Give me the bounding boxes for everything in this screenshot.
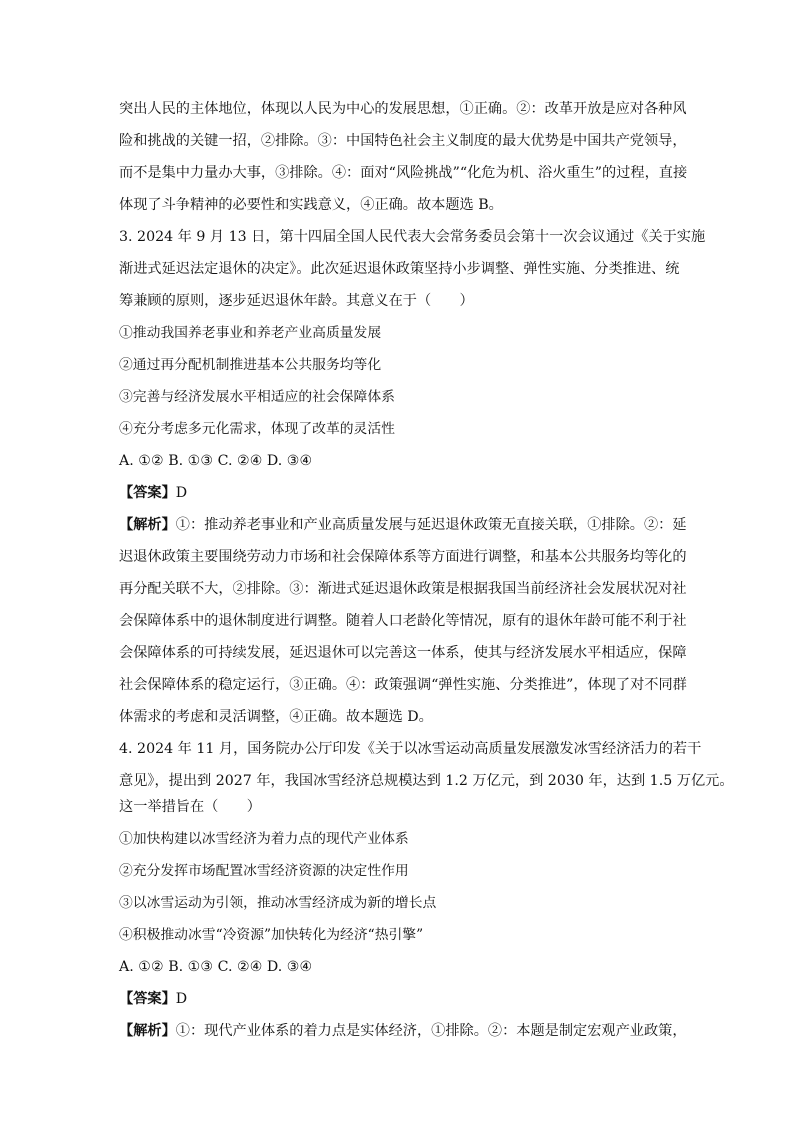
analysis-label: 【解析】 [119, 517, 176, 533]
q4-answer [119, 989, 681, 1009]
answer-value: D [175, 485, 188, 501]
q3-analysis-line: 体需求的考虑和灵活调整，④正确。故本题选 D。 [119, 709, 433, 725]
q4-option: ④积极推动冰雪“冷资源”加快转化为经济“热引擎” [119, 927, 424, 943]
q4-choices: A. ①② B. ①③ C. ②④ D. ③④ [119, 959, 313, 975]
q4-option: ②充分发挥市场配置冰雪经济资源的决定性作用 [119, 863, 409, 879]
q3-stem-line: 筹兼顾的原则，逐步延迟退休年龄。其意义在于（ ） [119, 293, 474, 309]
analysis-label: 【解析】 [119, 1023, 176, 1039]
analysis-text: ①：现代产业体系的着力点是实体经济，①排除。②：本题是制定宏观产业政策， [175, 1023, 687, 1039]
q4-stem-line: 意见》，提出到 2027 年，我国冰雪经济总规模达到 1.2 万亿元，到 2030 年，达到 1.5 万亿元。 [119, 773, 734, 789]
q3-choices: A. ①② B. ①③ C. ②④ D. ③④ [119, 453, 313, 469]
q4-stem-line: 4. 2024 年 11 月，国务院办公厅印发《关于以冰雪运动高质量发展激发冰雪经济活力的若干 [119, 741, 702, 757]
intro-line: 突出人民的主体地位，体现以人民为中心的发展思想，①正确。②：改革开放是应对各种风 [119, 101, 687, 117]
answer-label: 【答案】 [119, 485, 176, 501]
q3-analysis-line: 迟退休政策主要围绕劳动力市场和社会保障体系等方面进行调整，和基本公共服务均等化的 [119, 549, 687, 565]
intro-line: 险和挑战的关键一招，②排除。③：中国特色社会主义制度的最大优势是中国共产党领导， [119, 133, 687, 149]
q3-stem-line: 3. 2024 年 9 月 13 日，第十四届全国人民代表大会常务委员会第十一次会议通过《关于实施 [119, 229, 706, 245]
q4-stem-line: 这一举措旨在（ ） [119, 799, 261, 815]
answer-value: D [175, 991, 188, 1007]
q3-analysis-line: 社会保障体系的稳定运行，③正确。④：政策强调“弹性实施、分类推进”，体现了对不同群 [119, 677, 687, 693]
q3-option: ①推动我国养老事业和养老产业高质量发展 [119, 325, 382, 341]
q3-analysis-line [119, 515, 687, 535]
intro-line: 体现了斗争精神的必要性和实践意义，④正确。故本题选 B。 [119, 197, 503, 213]
q3-option: ③完善与经济发展水平相适应的社会保障体系 [119, 389, 395, 405]
q3-option: ②通过再分配机制推进基本公共服务均等化 [119, 357, 382, 373]
intro-line: 而不是集中力量办大事，③排除。④：面对“风险挑战”“化危为机、浴火重生”的过程，直接 [119, 165, 688, 181]
q3-analysis-line: 会保障体系中的退休制度进行调整。随着人口老龄化等情况，原有的退休年龄可能不利于社 [119, 613, 687, 629]
analysis-text: ①：推动养老事业和产业高质量发展与延迟退休政策无直接关联，①排除。②：延 [175, 517, 687, 533]
q4-option: ①加快构建以冰雪经济为着力点的现代产业体系 [119, 831, 409, 847]
q3-answer [119, 483, 681, 503]
q4-analysis-line [119, 1021, 687, 1041]
q3-analysis-line: 再分配关联不大，②排除。③：渐进式延迟退休政策是根据我国当前经济社会发展状况对社 [119, 581, 687, 597]
q4-option: ③以冰雪运动为引领，推动冰雪经济成为新的增长点 [119, 895, 437, 911]
answer-label: 【答案】 [119, 991, 176, 1007]
q3-stem-line: 渐进式延迟法定退休的决定》。此次延迟退休政策坚持小步调整、弹性实施、分类推进、统 [119, 261, 680, 277]
q3-option: ④充分考虑多元化需求，体现了改革的灵活性 [119, 421, 395, 437]
q3-analysis-line: 会保障体系的可持续发展，延迟退休可以完善这一体系，使其与经济发展水平相适应，保障 [119, 645, 687, 661]
